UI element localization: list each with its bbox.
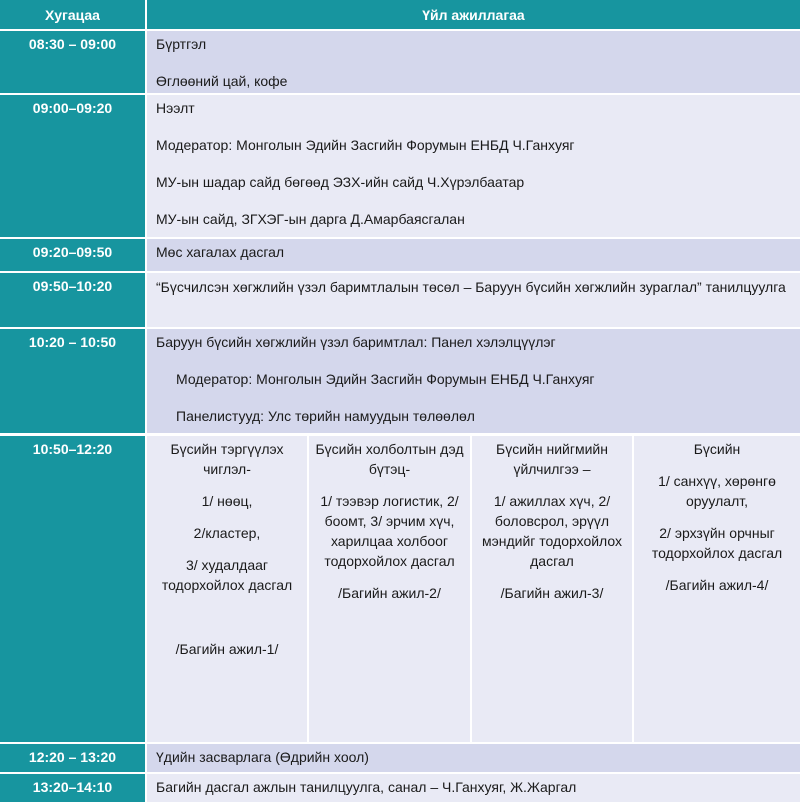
team-line: /Багийн ажил-1/ [175, 641, 279, 657]
team-line: 3/ худалдааг тодорхойлох дасгал [161, 557, 293, 593]
activity-line: Баруун бүсийн хөгжлийн үзэл баримтлал: Панел хэлэлцүүлэг [156, 334, 556, 350]
team-work-2 [309, 436, 470, 742]
activity-cell [147, 95, 800, 237]
activity-line: МУ-ын сайд, ЗГХЭГ-ын дарга Д.Амарбаясгалан [156, 211, 465, 227]
team-line: 1/ санхүү, хөрөнгө оруулалт, [658, 473, 776, 509]
team-line: Бүсийн холболтын дэд бүтэц- [315, 441, 464, 477]
time-cell: 12:20 – 13:20 [0, 744, 145, 772]
team-line: /Багийн ажил-4/ [665, 577, 769, 593]
activity-line: Панелистууд: Улс төрийн намуудын төлөөлөл [176, 408, 475, 424]
activity-cell [147, 273, 800, 327]
team-line: /Багийн ажил-2/ [338, 585, 441, 601]
activity-line: “Бүсчилсэн хөгжлийн үзэл баримтлалын төсөл – Баруун бүсийн хөгжлийн зураглал” танилцуулга [156, 279, 786, 295]
time-cell: 09:00–09:20 [0, 95, 145, 237]
team-work-4 [634, 436, 800, 742]
activity-line: Модератор: Монголын Эдийн Засгийн Форумын ЕНБД Ч.Ганхуяг [176, 371, 595, 387]
team-work-3 [472, 436, 632, 742]
activity-line: Мөс хагалах дасгал [156, 244, 285, 260]
activity-line: МУ-ын шадар сайд бөгөөд ЭЗХ-ийн сайд Ч.Хүрэлбаатар [156, 174, 525, 190]
activity-cell [147, 31, 800, 93]
team-line: 1/ нөөц, [201, 493, 253, 509]
team-line: 1/ тээвэр логистик, 2/ боомт, 3/ эрчим хүч, харилцаа холбоог тодорхойлох дасгал [320, 493, 459, 569]
team-line: 1/ ажиллах хүч, 2/ боловсрол, эрүүл мэндийг тодорхойлох дасгал [481, 493, 623, 569]
time-cell: 08:30 – 09:00 [0, 31, 145, 93]
activity-cell [147, 774, 800, 802]
activity-cell [147, 329, 800, 433]
activity-line: Багийн дасгал ажлын танилцуулга, санал – Ч.Ганхуяг, Ж.Жаргал [156, 779, 577, 795]
team-line: 2/ эрхзүйн орчныг тодорхойлох дасгал [651, 525, 783, 561]
team-line: Бүсийн [693, 441, 741, 457]
activity-line: Нээлт [156, 100, 195, 116]
header-time: Хугацаа [0, 0, 145, 29]
time-cell: 10:20 – 10:50 [0, 329, 145, 433]
time-cell: 13:20–14:10 [0, 774, 145, 802]
team-work-1 [147, 436, 307, 742]
activity-line: Модератор: Монголын Эдийн Засгийн Форумын ЕНБД Ч.Ганхуяг [156, 137, 575, 153]
team-line: Бүсийн тэргүүлэх чиглэл- [170, 441, 284, 477]
activity-line: Үдийн засварлага (Өдрийн хоол) [156, 749, 369, 765]
time-cell: 09:50–10:20 [0, 273, 145, 327]
activity-line: Бүртгэл [156, 36, 207, 52]
activity-cell [147, 239, 800, 271]
team-line: /Багийн ажил-3/ [500, 585, 604, 601]
time-cell: 09:20–09:50 [0, 239, 145, 271]
team-line: Бүсийн нийгмийн үйлчилгээ – [496, 441, 608, 477]
activity-line: Өглөөний цай, кофе [156, 73, 288, 89]
header-activity: Үйл ажиллагаа [147, 0, 800, 29]
time-cell: 10:50–12:20 [0, 436, 145, 742]
activity-cell [147, 744, 800, 772]
team-line: 2/кластер, [193, 525, 261, 541]
